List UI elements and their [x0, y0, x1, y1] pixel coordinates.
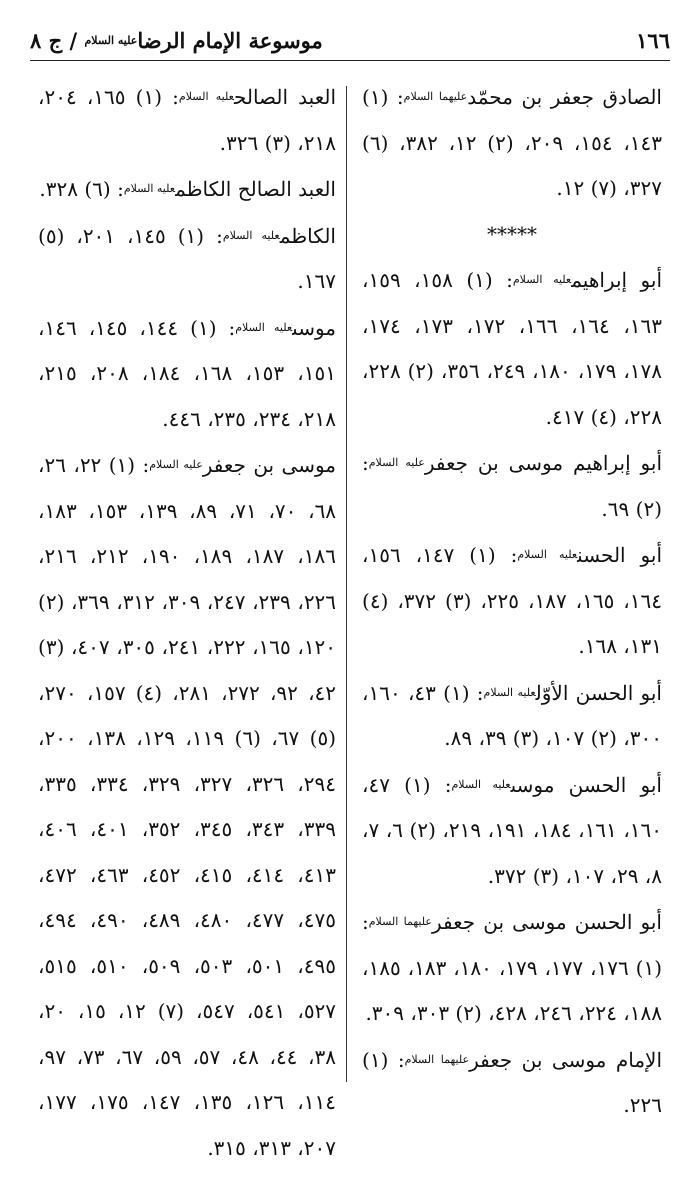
entry-refs: : (١) ١٦٥، ٢٠٤، ٢١٨، (٣) ٣٢٦. — [38, 85, 336, 155]
entry-honorific: عليه السلام — [123, 182, 176, 195]
entry-honorific: عليه السلام — [517, 548, 578, 561]
column-divider — [346, 86, 347, 1082]
entry-name: الصادق جعفر بن محمّد — [467, 85, 662, 109]
volume-label: / ج ٨ — [30, 27, 78, 53]
index-entry — [362, 532, 662, 670]
entry-honorific: عليه السلام — [149, 458, 203, 471]
entry-refs: : (٦) ٣٢٨. — [39, 177, 124, 201]
entry-name: أبو إبراهيم موسى بن جعفر — [424, 451, 662, 475]
entry-refs: : (١) ٢٢٦. — [362, 1047, 662, 1117]
page-header — [30, 22, 670, 58]
index-entry — [362, 670, 662, 762]
entry-name: موسى — [292, 315, 337, 340]
section-separator — [362, 212, 662, 258]
index-column-left — [38, 74, 336, 1171]
entry-name: أبو الحسن — [577, 543, 663, 567]
index-entry — [362, 440, 662, 532]
entry-honorific: عليه السلام — [483, 685, 536, 699]
entry-name: موسى بن جعفر — [202, 453, 336, 477]
page-number: ١٦٦ — [636, 27, 670, 53]
running-title — [30, 28, 323, 53]
entry-refs: : (١) ١٤٥، ٢٠١، (٥) ١٦٧. — [38, 223, 336, 293]
entry-refs: : (١) ٤٧، ١٦٠، ١٦١، ١٨٤، ١٩١، ٢١٩، (٢) ٦، ٧، ٨، ٢٩، ١٠٧، (٣) ٣٧٢. — [362, 772, 663, 888]
index-entry — [362, 257, 662, 440]
index-entry — [38, 213, 336, 305]
entry-name: العبد الصالح — [233, 85, 337, 109]
entry-name: العبد الصالح الكاظم — [175, 177, 336, 201]
entry-honorific: عليهما السلام — [403, 90, 468, 103]
entry-honorific: عليه السلام — [512, 273, 572, 286]
index-entry — [38, 442, 336, 1171]
entry-name: أبو الحسن الأوّل — [535, 680, 662, 705]
entry-name: الكاظم — [279, 223, 336, 248]
index-entry — [362, 762, 662, 900]
entry-refs: : (١) ١٧٦، ١٧٧، ١٧٩، ١٨٠، ١٨٣، ١٨٥، ١٨٨، ٢٢٤، ٢٤٦، ٤٢٨، (٢) ٣٠٣، ٣٠٩. — [362, 910, 663, 1025]
index-entry — [38, 74, 336, 166]
index-entry — [38, 166, 336, 213]
entry-refs: : (١) ١٤٣، ١٥٤، ٢٠٩، (٢) ١٢، ٣٨٢، (٦) ٣٢٧، (٧) ١٢. — [362, 85, 663, 200]
entry-honorific: عليه السلام — [178, 90, 234, 103]
entry-honorific: عليه السلام — [222, 228, 280, 242]
index-entry — [362, 74, 662, 212]
entry-refs: : (١) ١٤٤، ١٤٥، ١٤٦، ١٥١، ١٥٣، ١٦٨، ١٨٤، ٢٠٨، ٢١٥، ٢١٨، ٢٣٤، ٢٣٥، ٤٤٦. — [38, 315, 336, 431]
entry-refs: : (١) ١٥٨، ١٥٩، ١٦٣، ١٦٤، ١٦٦، ١٧٢، ١٧٣، ١٧٤، ١٧٨، ١٧٩، ١٨٠، ٢٤٩، ٣٥٦، (٢) ٢٢٨، ٢٢٨، (٤) ٤١٧. — [362, 268, 663, 429]
entry-honorific: عليهما السلام — [404, 1052, 470, 1066]
entry-name: أبو الحسن موسى بن جعفر — [431, 910, 662, 934]
index-entry — [362, 1037, 662, 1129]
entry-honorific: عليه السلام — [368, 456, 425, 469]
entry-refs: : (١) ١٤٧، ١٥٦، ١٦٤، ١٦٥، ١٨٧، ٢٢٥، (٣) ٣٧٢، (٤) ١٣١، ١٦٨. — [362, 543, 662, 658]
index-column-right — [362, 74, 662, 1129]
entry-refs: : (١) ٤٣، ١٦٠، ٣٠٠، (٢) ١٠٧، (٣) ٣٩، ٨٩. — [362, 680, 662, 750]
entry-honorific: عليه السلام — [451, 777, 511, 791]
index-entry — [362, 899, 662, 1037]
header-rule — [30, 60, 670, 61]
title-honorific: عليه السلام — [84, 33, 138, 47]
separator-stars: ***** — [487, 221, 537, 246]
entry-honorific: عليه السلام — [235, 320, 293, 334]
entry-refs: : (١) ٢٢، ٢٦، ٦٨، ٧٠، ٧١، ٨٩، ١٣٩، ١٥٣، ١٨٣، ١٨٦، ١٨٧، ١٨٩، ١٩٠، ٢١٢، ٢١٦، ٢٢٦، ٢٣٩، ٢٤٧، ٣٠٩، ٣١٢، ٣٦٩، (٢) ١٢٠، ١٦٥، ٢٢٢، ٢٤١، ٣٠٥، ٤٠٧، (٣) ٤٢، ٩٢، ٢٧٢، ٢٨١، (٤) ١٥٧، ٢٧٠، (٥) ٦٧، (٦) ١١٩، ١٢٩، ١٣٨، ٢٠٠، ٢٩٤، ٣٢٦، ٣٢٧، ٣٢٩، ٣٣٤، ٣٣٥، ٣٣٩، ٣٤٣، ٣٤٥، ٣٥٢، ٤٠١، ٤٠٦، ٤١٣، ٤١٤، ٤١٥، ٤٥٢، ٤٦٣، ٤٧٢، ٤٧٥، ٤٧٧، ٤٨٠، ٤٨٩، ٤٩٠، ٤٩٤، ٤٩٥، ٥٠١، ٥٠٣، ٥٠٩، ٥١٠، ٥١٥، ٥٢٧، ٥٤١، ٥٤٧، (٧) ١٢، ١٥، ٢٠، ٣٨، ٤٤، ٤٨، ٥٧، ٥٩، ٦٧، ٧٣، ٩٧، ١١٤، ١٢٦، ١٣٥، ١٤٧، ١٧٥، ١٧٧، ٢٠٧، ٣١٣، ٣١٥. — [38, 453, 337, 1160]
entry-name: أبو الحسن موسى — [510, 772, 662, 797]
entry-name: الإمام موسى بن جعفر — [469, 1047, 662, 1072]
entry-name: أبو إبراهيم — [571, 268, 663, 292]
entry-honorific: عليهما السلام — [368, 915, 432, 928]
index-entry — [38, 305, 336, 443]
book-title: موسوعة الإمام الرضا — [137, 27, 323, 53]
entry-refs: : (٢) ٦٩. — [362, 451, 662, 521]
